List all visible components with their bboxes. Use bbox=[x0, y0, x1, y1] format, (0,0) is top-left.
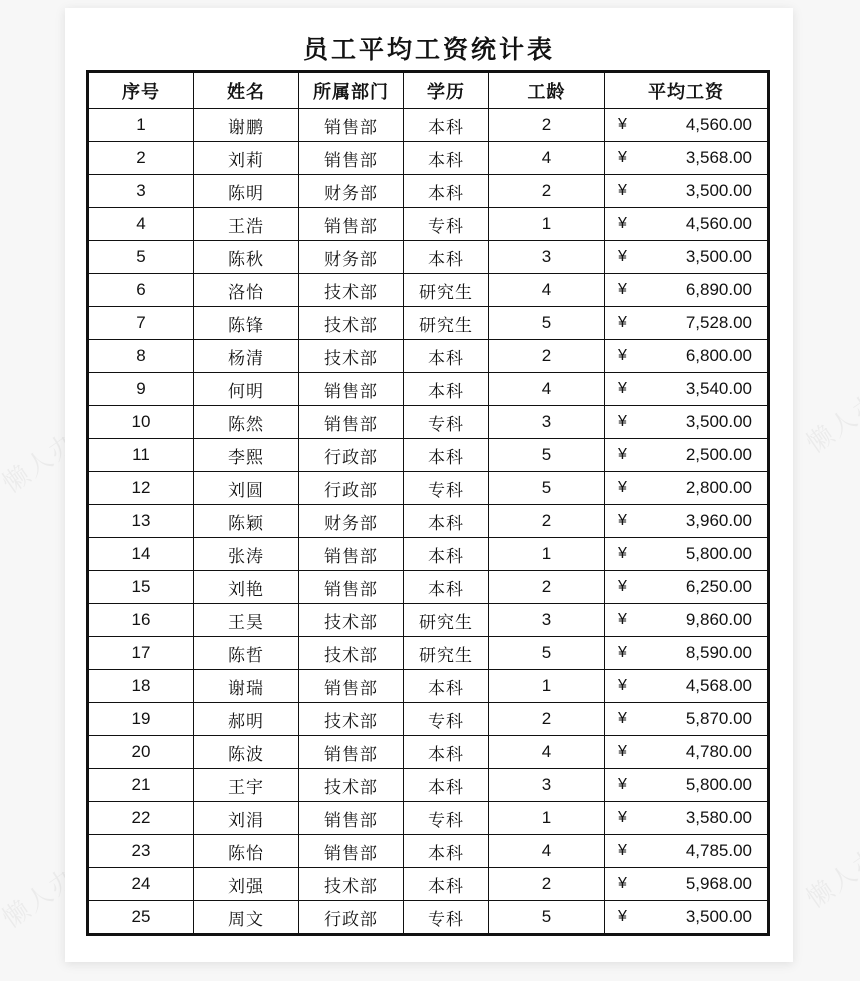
currency-symbol: ¥ bbox=[618, 545, 627, 562]
cell-department: 销售部 bbox=[299, 142, 404, 175]
background-watermark bbox=[798, 821, 860, 916]
salary-amount: 4,560.00 bbox=[685, 115, 752, 134]
cell-index: 12 bbox=[88, 472, 194, 505]
cell-index: 18 bbox=[88, 670, 194, 703]
cell-index: 24 bbox=[88, 868, 194, 901]
table-row bbox=[88, 241, 769, 274]
table-row bbox=[88, 604, 769, 637]
salary-amount: 6,800.00 bbox=[685, 346, 752, 365]
cell-index: 10 bbox=[88, 406, 194, 439]
cell-department: 技术部 bbox=[299, 307, 404, 340]
cell-salary bbox=[605, 208, 769, 241]
salary-amount: 9,860.00 bbox=[685, 610, 752, 629]
salary-amount: 5,800.00 bbox=[685, 775, 752, 794]
cell-index: 4 bbox=[88, 208, 194, 241]
currency-symbol: ¥ bbox=[618, 908, 627, 925]
cell-name: 陈颖 bbox=[194, 505, 299, 538]
table-row bbox=[88, 835, 769, 868]
currency-symbol: ¥ bbox=[618, 182, 627, 199]
salary-amount: 8,590.00 bbox=[685, 643, 752, 662]
cell-salary bbox=[605, 901, 769, 935]
cell-salary bbox=[605, 769, 769, 802]
currency-symbol: ¥ bbox=[618, 743, 627, 760]
table-row bbox=[88, 703, 769, 736]
cell-seniority: 2 bbox=[489, 505, 605, 538]
cell-education: 本科 bbox=[404, 340, 489, 373]
cell-department: 财务部 bbox=[299, 505, 404, 538]
cell-education: 研究生 bbox=[404, 604, 489, 637]
cell-salary bbox=[605, 604, 769, 637]
cell-name: 陈怡 bbox=[194, 835, 299, 868]
cell-education: 本科 bbox=[404, 505, 489, 538]
cell-seniority: 4 bbox=[489, 373, 605, 406]
table-row bbox=[88, 472, 769, 505]
cell-index: 22 bbox=[88, 802, 194, 835]
cell-seniority: 1 bbox=[489, 538, 605, 571]
cell-name: 陈哲 bbox=[194, 637, 299, 670]
cell-seniority: 2 bbox=[489, 571, 605, 604]
cell-salary bbox=[605, 406, 769, 439]
currency-symbol: ¥ bbox=[618, 446, 627, 463]
cell-department: 技术部 bbox=[299, 637, 404, 670]
page-title: 员工平均工资统计表 bbox=[302, 37, 555, 64]
cell-department: 财务部 bbox=[299, 175, 404, 208]
cell-seniority: 3 bbox=[489, 406, 605, 439]
cell-department: 技术部 bbox=[299, 274, 404, 307]
salary-amount: 5,870.00 bbox=[685, 709, 752, 728]
table-row bbox=[88, 406, 769, 439]
table-row bbox=[88, 175, 769, 208]
table-row bbox=[88, 340, 769, 373]
salary-amount: 5,968.00 bbox=[685, 874, 752, 893]
cell-seniority: 4 bbox=[489, 835, 605, 868]
cell-department: 技术部 bbox=[299, 604, 404, 637]
cell-department: 行政部 bbox=[299, 439, 404, 472]
currency-symbol: ¥ bbox=[618, 809, 627, 826]
table-row bbox=[88, 274, 769, 307]
table-row bbox=[88, 439, 769, 472]
cell-salary bbox=[605, 142, 769, 175]
cell-name: 谢鹏 bbox=[194, 109, 299, 142]
table-header-row bbox=[88, 72, 769, 109]
cell-education: 本科 bbox=[404, 769, 489, 802]
cell-index: 1 bbox=[88, 109, 194, 142]
document-sheet bbox=[65, 8, 793, 962]
cell-salary bbox=[605, 373, 769, 406]
currency-symbol: ¥ bbox=[618, 710, 627, 727]
cell-name: 陈明 bbox=[194, 175, 299, 208]
cell-department: 销售部 bbox=[299, 835, 404, 868]
cell-name: 陈然 bbox=[194, 406, 299, 439]
salary-table bbox=[86, 70, 770, 936]
salary-amount: 2,800.00 bbox=[685, 478, 752, 497]
salary-amount: 5,800.00 bbox=[685, 544, 752, 563]
salary-amount: 4,785.00 bbox=[685, 841, 752, 860]
salary-amount: 6,250.00 bbox=[685, 577, 752, 596]
cell-index: 13 bbox=[88, 505, 194, 538]
cell-seniority: 1 bbox=[489, 802, 605, 835]
cell-salary bbox=[605, 109, 769, 142]
cell-index: 20 bbox=[88, 736, 194, 769]
cell-education: 本科 bbox=[404, 439, 489, 472]
cell-department: 销售部 bbox=[299, 538, 404, 571]
cell-index: 11 bbox=[88, 439, 194, 472]
cell-department: 销售部 bbox=[299, 373, 404, 406]
cell-index: 15 bbox=[88, 571, 194, 604]
table-row bbox=[88, 868, 769, 901]
cell-seniority: 1 bbox=[489, 208, 605, 241]
cell-index: 2 bbox=[88, 142, 194, 175]
salary-amount: 6,890.00 bbox=[685, 280, 752, 299]
cell-name: 洛怡 bbox=[194, 274, 299, 307]
cell-education: 本科 bbox=[404, 571, 489, 604]
cell-education: 专科 bbox=[404, 901, 489, 935]
table-body bbox=[88, 109, 769, 935]
cell-index: 14 bbox=[88, 538, 194, 571]
cell-name: 何明 bbox=[194, 373, 299, 406]
cell-education: 本科 bbox=[404, 142, 489, 175]
currency-symbol: ¥ bbox=[618, 512, 627, 529]
cell-salary bbox=[605, 439, 769, 472]
cell-name: 王宇 bbox=[194, 769, 299, 802]
cell-education: 本科 bbox=[404, 670, 489, 703]
cell-salary bbox=[605, 571, 769, 604]
table-header bbox=[88, 72, 769, 109]
cell-seniority: 2 bbox=[489, 175, 605, 208]
column-header-education: 学历 bbox=[404, 72, 489, 109]
table-row bbox=[88, 670, 769, 703]
cell-index: 6 bbox=[88, 274, 194, 307]
table-row bbox=[88, 637, 769, 670]
salary-amount: 3,500.00 bbox=[685, 247, 752, 266]
cell-index: 3 bbox=[88, 175, 194, 208]
table-row bbox=[88, 538, 769, 571]
column-header-name: 姓名 bbox=[194, 72, 299, 109]
cell-name: 周文 bbox=[194, 901, 299, 935]
cell-index: 23 bbox=[88, 835, 194, 868]
cell-salary bbox=[605, 835, 769, 868]
currency-symbol: ¥ bbox=[618, 677, 627, 694]
column-header-seniority: 工龄 bbox=[489, 72, 605, 109]
cell-department: 技术部 bbox=[299, 769, 404, 802]
cell-department: 技术部 bbox=[299, 340, 404, 373]
cell-seniority: 5 bbox=[489, 472, 605, 505]
cell-seniority: 5 bbox=[489, 307, 605, 340]
cell-salary bbox=[605, 241, 769, 274]
cell-salary bbox=[605, 670, 769, 703]
cell-name: 谢瑞 bbox=[194, 670, 299, 703]
cell-seniority: 2 bbox=[489, 340, 605, 373]
cell-department: 销售部 bbox=[299, 571, 404, 604]
currency-symbol: ¥ bbox=[618, 776, 627, 793]
column-header-department: 所属部门 bbox=[299, 72, 404, 109]
salary-amount: 3,500.00 bbox=[685, 412, 752, 431]
cell-salary bbox=[605, 472, 769, 505]
cell-education: 专科 bbox=[404, 472, 489, 505]
salary-amount: 4,560.00 bbox=[685, 214, 752, 233]
currency-symbol: ¥ bbox=[618, 611, 627, 628]
cell-education: 本科 bbox=[404, 835, 489, 868]
cell-education: 专科 bbox=[404, 208, 489, 241]
cell-education: 专科 bbox=[404, 802, 489, 835]
currency-symbol: ¥ bbox=[618, 215, 627, 232]
cell-name: 陈波 bbox=[194, 736, 299, 769]
cell-name: 刘涓 bbox=[194, 802, 299, 835]
cell-education: 本科 bbox=[404, 109, 489, 142]
table-row bbox=[88, 109, 769, 142]
table-row bbox=[88, 373, 769, 406]
cell-index: 5 bbox=[88, 241, 194, 274]
currency-symbol: ¥ bbox=[618, 479, 627, 496]
currency-symbol: ¥ bbox=[618, 116, 627, 133]
cell-name: 陈锋 bbox=[194, 307, 299, 340]
cell-salary bbox=[605, 307, 769, 340]
table-row bbox=[88, 802, 769, 835]
salary-table-container bbox=[86, 70, 767, 936]
cell-salary bbox=[605, 868, 769, 901]
currency-symbol: ¥ bbox=[618, 281, 627, 298]
cell-name: 刘圆 bbox=[194, 472, 299, 505]
background-watermark bbox=[798, 366, 860, 461]
table-row bbox=[88, 505, 769, 538]
table-row bbox=[88, 142, 769, 175]
cell-name: 陈秋 bbox=[194, 241, 299, 274]
salary-amount: 7,528.00 bbox=[685, 313, 752, 332]
cell-seniority: 4 bbox=[489, 736, 605, 769]
column-header-index: 序号 bbox=[88, 72, 194, 109]
salary-amount: 3,500.00 bbox=[685, 907, 752, 926]
cell-index: 8 bbox=[88, 340, 194, 373]
cell-salary bbox=[605, 274, 769, 307]
cell-seniority: 3 bbox=[489, 769, 605, 802]
cell-name: 杨清 bbox=[194, 340, 299, 373]
cell-department: 销售部 bbox=[299, 406, 404, 439]
salary-amount: 4,780.00 bbox=[685, 742, 752, 761]
cell-education: 研究生 bbox=[404, 274, 489, 307]
currency-symbol: ¥ bbox=[618, 644, 627, 661]
currency-symbol: ¥ bbox=[618, 413, 627, 430]
cell-name: 刘强 bbox=[194, 868, 299, 901]
currency-symbol: ¥ bbox=[618, 314, 627, 331]
cell-education: 本科 bbox=[404, 868, 489, 901]
cell-department: 财务部 bbox=[299, 241, 404, 274]
salary-amount: 3,580.00 bbox=[685, 808, 752, 827]
column-header-salary: 平均工资 bbox=[605, 72, 769, 109]
currency-symbol: ¥ bbox=[618, 347, 627, 364]
cell-seniority: 3 bbox=[489, 604, 605, 637]
cell-name: 张涛 bbox=[194, 538, 299, 571]
salary-amount: 3,500.00 bbox=[685, 181, 752, 200]
table-row bbox=[88, 307, 769, 340]
table-row bbox=[88, 901, 769, 935]
cell-education: 本科 bbox=[404, 241, 489, 274]
cell-department: 销售部 bbox=[299, 109, 404, 142]
table-row bbox=[88, 208, 769, 241]
cell-education: 专科 bbox=[404, 406, 489, 439]
cell-seniority: 4 bbox=[489, 274, 605, 307]
cell-seniority: 5 bbox=[489, 637, 605, 670]
table-row bbox=[88, 769, 769, 802]
cell-index: 9 bbox=[88, 373, 194, 406]
cell-name: 刘莉 bbox=[194, 142, 299, 175]
cell-seniority: 2 bbox=[489, 868, 605, 901]
cell-salary bbox=[605, 637, 769, 670]
table-row bbox=[88, 571, 769, 604]
currency-symbol: ¥ bbox=[618, 149, 627, 166]
cell-department: 行政部 bbox=[299, 901, 404, 935]
cell-education: 研究生 bbox=[404, 307, 489, 340]
cell-name: 刘艳 bbox=[194, 571, 299, 604]
cell-name: 王昊 bbox=[194, 604, 299, 637]
cell-education: 研究生 bbox=[404, 637, 489, 670]
cell-department: 销售部 bbox=[299, 736, 404, 769]
cell-salary bbox=[605, 505, 769, 538]
cell-seniority: 3 bbox=[489, 241, 605, 274]
cell-index: 19 bbox=[88, 703, 194, 736]
cell-name: 王浩 bbox=[194, 208, 299, 241]
cell-department: 技术部 bbox=[299, 703, 404, 736]
cell-department: 销售部 bbox=[299, 208, 404, 241]
currency-symbol: ¥ bbox=[618, 875, 627, 892]
cell-salary bbox=[605, 736, 769, 769]
salary-amount: 4,568.00 bbox=[685, 676, 752, 695]
cell-name: 郝明 bbox=[194, 703, 299, 736]
salary-amount: 3,540.00 bbox=[685, 379, 752, 398]
currency-symbol: ¥ bbox=[618, 578, 627, 595]
cell-index: 17 bbox=[88, 637, 194, 670]
cell-index: 21 bbox=[88, 769, 194, 802]
currency-symbol: ¥ bbox=[618, 380, 627, 397]
cell-education: 本科 bbox=[404, 373, 489, 406]
currency-symbol: ¥ bbox=[618, 842, 627, 859]
cell-department: 销售部 bbox=[299, 802, 404, 835]
cell-department: 技术部 bbox=[299, 868, 404, 901]
cell-index: 7 bbox=[88, 307, 194, 340]
cell-education: 本科 bbox=[404, 538, 489, 571]
salary-amount: 3,960.00 bbox=[685, 511, 752, 530]
cell-education: 本科 bbox=[404, 175, 489, 208]
cell-name: 李熙 bbox=[194, 439, 299, 472]
cell-seniority: 5 bbox=[489, 901, 605, 935]
cell-salary bbox=[605, 175, 769, 208]
cell-index: 25 bbox=[88, 901, 194, 935]
table-row bbox=[88, 736, 769, 769]
currency-symbol: ¥ bbox=[618, 248, 627, 265]
cell-seniority: 4 bbox=[489, 142, 605, 175]
cell-salary bbox=[605, 538, 769, 571]
salary-amount: 2,500.00 bbox=[685, 445, 752, 464]
cell-seniority: 5 bbox=[489, 439, 605, 472]
cell-seniority: 2 bbox=[489, 703, 605, 736]
cell-education: 本科 bbox=[404, 736, 489, 769]
cell-index: 16 bbox=[88, 604, 194, 637]
cell-salary bbox=[605, 340, 769, 373]
cell-seniority: 2 bbox=[489, 109, 605, 142]
cell-seniority: 1 bbox=[489, 670, 605, 703]
cell-salary bbox=[605, 703, 769, 736]
cell-department: 行政部 bbox=[299, 472, 404, 505]
salary-amount: 3,568.00 bbox=[685, 148, 752, 167]
cell-salary bbox=[605, 802, 769, 835]
cell-education: 专科 bbox=[404, 703, 489, 736]
cell-department: 销售部 bbox=[299, 670, 404, 703]
